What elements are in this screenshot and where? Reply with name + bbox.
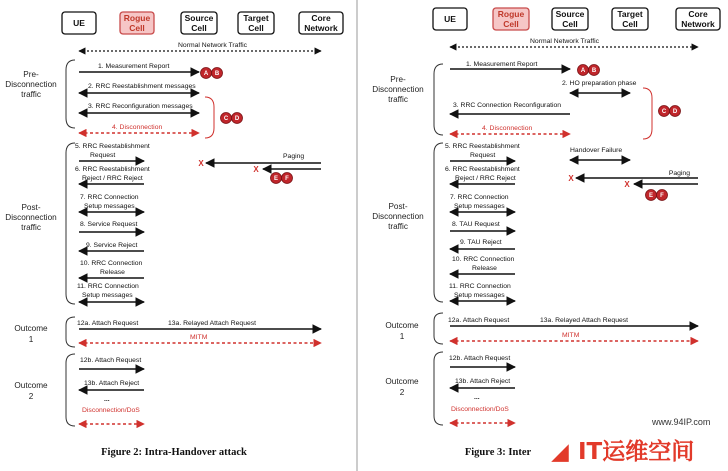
entity-label-line2: Cell: [191, 23, 207, 33]
fig3-msg6-label-line2: Reject / RRC Reject: [455, 175, 516, 182]
fig2-badge-c-label: C: [223, 116, 229, 123]
fig3-badge-e-label: E: [648, 193, 654, 200]
entity-label-line2: Cell: [562, 19, 578, 29]
fig3-entity-target-cell: [612, 8, 648, 30]
fig2-entity-target-cell: [238, 12, 274, 34]
entity-label-line1: Rogue: [497, 9, 525, 19]
fig3-phase-pre-line2: Disconnection: [372, 85, 424, 94]
fig2-entity-ue: [62, 12, 96, 34]
fig2-entity-source-cell: [181, 12, 217, 34]
fig2-outcome1-line1: Outcome: [14, 324, 48, 333]
fig2-outcome1-bracket: [66, 317, 75, 347]
fig2-msg8-label: 8. Service Request: [80, 221, 138, 228]
fig2-msg6-label-line1: 6. RRC Reestablishment: [75, 166, 150, 173]
fig3-badge-c-label: C: [661, 109, 667, 116]
fig2-msg12a-label: 12a. Attach Request: [77, 320, 139, 327]
fig2-x-mark-1: X: [198, 159, 204, 168]
fig3-phase-pre-line3: traffic: [388, 95, 408, 104]
fig2-msg13a-label: 13a. Relayed Attach Request: [168, 320, 257, 327]
entity-label-line1: Core: [688, 9, 708, 19]
entity-label: UE: [73, 18, 85, 28]
fig2-msg9-label: 9. Service Reject: [86, 242, 138, 249]
fig3-phase-post-line2: Disconnection: [372, 212, 424, 221]
fig2-caption: Figure 2: Intra-Handover attack: [101, 447, 247, 458]
fig2-outcome2-bracket: [66, 354, 75, 426]
fig3-msg8-label: 8. TAU Request: [452, 221, 500, 228]
fig3-entity-core-network: [676, 8, 720, 30]
fig3-outcome1-bracket: [434, 313, 443, 344]
entity-label-line2: Network: [681, 19, 715, 29]
fig2-msg10-label-line1: 10. RRC Connection: [80, 260, 143, 267]
fig2-badge-d-label: D: [234, 116, 240, 123]
fig3-msg5-label-line2: Request: [470, 152, 496, 159]
fig2-outcome2-line2: 2: [28, 392, 34, 401]
fig3-entity-source-cell: [552, 8, 588, 30]
fig2-msg10-label-line2: Release: [100, 269, 125, 276]
fig3-phase-pre-line1: Pre-: [390, 75, 406, 84]
fig3-badge-b-label: B: [591, 68, 597, 75]
watermark: [543, 417, 710, 467]
fig2-entity-rogue-cell: [120, 12, 154, 34]
fig2-phase-post-line3: traffic: [21, 223, 41, 232]
fig3-msg12b-label: 12b. Attach Request: [449, 355, 511, 362]
fig2-entity-core-network: [299, 12, 343, 34]
fig3-cd-bracket: [643, 88, 652, 139]
fig2-phase-pre-line2: Disconnection: [5, 80, 57, 89]
fig3-badge-d-label: D: [672, 109, 678, 116]
fig3-msg3-label: 3. RRC Connection Reconfiguration: [453, 102, 562, 109]
entity-label-line2: Cell: [622, 19, 638, 29]
fig2-ellipsis: ...: [104, 396, 110, 403]
fig3-msg10-label-line2: Release: [472, 265, 497, 272]
figure-2: [5, 12, 343, 458]
fig3-msg13b-label: 13b. Attach Reject: [455, 378, 511, 385]
fig2-msg3-label: 3. RRC Reconfiguration messages: [88, 103, 193, 110]
fig2-msg11-label-line2: Setup messages: [82, 292, 133, 299]
fig3-msg4-label: 4. Disconnection: [482, 125, 533, 132]
entity-label-line2: Cell: [248, 23, 264, 33]
fig2-cd-bracket: [205, 97, 214, 138]
entity-label-line2: Network: [304, 23, 338, 33]
fig2-normal-traffic-label: Normal Network Traffic: [178, 42, 247, 49]
fig2-badge-a-label: A: [203, 71, 209, 78]
fig2-pre-bracket: [66, 60, 75, 128]
entity-label-line2: Cell: [503, 19, 519, 29]
fig3-entity-ue: [433, 8, 467, 30]
fig3-paging-label: Paging: [668, 170, 690, 177]
entity-label-line1: Target: [243, 13, 269, 23]
entity-label-line1: Rogue: [123, 13, 151, 23]
fig2-badge-b-label: B: [214, 71, 220, 78]
entity-label: UE: [444, 14, 456, 24]
fig3-ellipsis: ...: [474, 394, 480, 401]
fig3-entity-rogue-cell: [493, 8, 529, 30]
entity-label-line1: Source: [555, 9, 585, 19]
fig3-msg6-label-line1: 6. RRC Reestablishment: [445, 166, 520, 173]
fig2-msg6-label-line2: Reject / RRC Reject: [82, 175, 143, 182]
fig3-msg11-label-line2: Setup messages: [454, 292, 505, 299]
fig3-outcome1-line1: Outcome: [385, 321, 419, 330]
entity-label-line1: Core: [311, 13, 331, 23]
fig3-phase-post-line1: Post-: [388, 202, 408, 211]
fig3-msg11-label-line1: 11. RRC Connection: [449, 283, 511, 290]
fig2-msg7-label-line1: 7. RRC Connection: [80, 194, 139, 201]
fig2-msg5-label-line2: Request: [90, 152, 116, 159]
fig3-msg1-label: 1. Measurement Report: [466, 61, 538, 68]
entity-label-line1: Source: [184, 13, 214, 23]
fig3-msg9-label: 9. TAU Reject: [460, 239, 502, 246]
fig2-phase-pre-line3: traffic: [21, 90, 41, 99]
fig2-phase-post-line2: Disconnection: [5, 213, 57, 222]
watermark-url: www.94IP.com: [652, 417, 711, 427]
fig3-msg13a-label: 13a. Relayed Attach Request: [540, 317, 629, 324]
fig2-paging-label: Paging: [283, 153, 305, 160]
fig3-outcome1-line2: 1: [399, 332, 405, 341]
fig3-msg12a-label: 12a. Attach Request: [448, 317, 510, 324]
fig3-outcome2-bracket: [434, 352, 443, 425]
fig3-post-bracket: [434, 143, 443, 302]
fig2-msg1-label: 1. Measurement Report: [98, 63, 170, 70]
watermark-logo-mark: ◢: [551, 439, 569, 465]
fig3-msg10-label-line1: 10. RRC Connection: [452, 256, 515, 263]
fig2-msg11-label-line1: 11. RRC Connection: [77, 283, 139, 290]
fig3-outcome2-line2: 2: [399, 388, 405, 397]
figure-3: [372, 8, 720, 458]
fig3-badge-a-label: A: [580, 68, 586, 75]
fig2-badge-f-label: F: [285, 176, 289, 183]
fig2-msg4-label: 4. Disconnection: [112, 124, 163, 131]
fig3-x-mark-2: X: [624, 180, 630, 189]
fig3-msg2-label: 2. HO preparation phase: [562, 80, 637, 87]
fig3-badge-f-label: F: [660, 193, 664, 200]
fig2-msg13b-label: 13b. Attach Reject: [84, 380, 140, 387]
fig3-msg7-label-line2: Setup messages: [454, 203, 505, 210]
fig3-mitm-label: MITM: [562, 332, 580, 339]
fig3-normal-traffic-label: Normal Network Traffic: [530, 38, 599, 45]
entity-label-line2: Cell: [129, 23, 145, 33]
fig2-mitm-label: MITM: [190, 334, 208, 341]
fig3-outcome2-line1: Outcome: [385, 377, 419, 386]
fig3-x-mark-1: X: [568, 174, 574, 183]
fig2-dos-label: Disconnection/DoS: [82, 407, 140, 414]
fig2-outcome1-line2: 1: [28, 335, 34, 344]
fig2-x-mark-2: X: [253, 165, 259, 174]
fig3-phase-post-line3: traffic: [388, 222, 408, 231]
fig2-msg5-label-line1: 5. RRC Reestablishment: [75, 143, 150, 150]
fig3-msg7-label-line1: 7. RRC Connection: [450, 194, 509, 201]
watermark-brand: IT运维空间: [578, 439, 695, 465]
fig2-post-bracket: [66, 143, 75, 304]
entity-label-line1: Target: [617, 9, 643, 19]
fig2-outcome2-line1: Outcome: [14, 381, 48, 390]
fig2-msg12b-label: 12b. Attach Request: [80, 357, 142, 364]
fig3-ho-failure-label: Handover Failure: [570, 147, 623, 154]
fig3-caption: Figure 3: Inter: [464, 447, 532, 458]
fig2-msg2-label: 2. RRC Reestablishment messages: [88, 83, 196, 90]
fig3-msg5-label-line1: 5. RRC Reestablishment: [445, 143, 520, 150]
fig3-dos-label: Disconnection/DoS: [451, 406, 509, 413]
fig2-badge-e-label: E: [273, 176, 279, 183]
fig2-phase-pre-line1: Pre-: [23, 70, 39, 79]
fig2-msg7-label-line2: Setup messages: [84, 203, 135, 210]
fig3-pre-bracket: [434, 64, 443, 135]
fig2-phase-post-line1: Post-: [21, 203, 41, 212]
